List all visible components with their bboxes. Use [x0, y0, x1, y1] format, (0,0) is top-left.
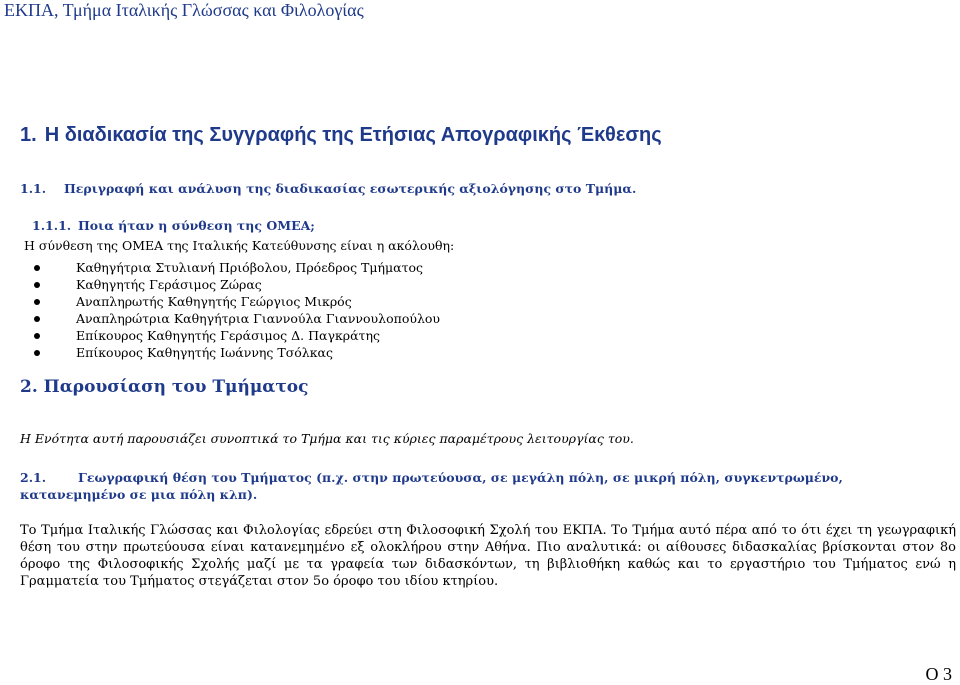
- section-1-1-1-title: Ποια ήταν η σύνθεση της ΟΜΕΑ;: [78, 218, 315, 233]
- section-1-title: Η διαδικασία της Συγγραφής της Ετήσιας Απογραφικής Έκθεσης: [44, 124, 662, 146]
- section-2-heading: [20, 377, 309, 397]
- section-2-1-body: Το Τμήμα Ιταλικής Γλώσσας και Φιλολογίας εδρεύει στη Φιλοσοφική Σχολή του ΕΚΠΑ. Το Τμήμα αυτό πέρα από το ότι έχει τη γεωγραφική θέση του στην πρωτεύουσα είναι κατανεμημένο εξ ολοκλήρου στην Αθήνα. Πιο αναλυτικά: οι αίθουσες διδασκαλίας βρίσκονται στον 8ο όροφο της Φιλοσοφικής Σχολής μαζί με τα γραφεία των διδασκόντων, τη βιβλιοθήκη καθώς και το εργαστήριο του Τμήματος ενώ η Γραμματεία του Τμήματος στεγάζεται στον 5ο όροφο του ιδίου κτηρίου.: [20, 523, 956, 589]
- section-1-1-title: Περιγραφή και ανάλυση της διαδικασίας εσωτερικής αξιολόγησης στο Τμήμα.: [64, 181, 637, 196]
- section-1-number: 1.: [20, 124, 37, 146]
- section-2-1-title: Γεωγραφική θέση του Τμήματος (π.χ. στην πρωτεύουσα, σε μεγάλη πόλη, σε μικρή πόλη, συγκεντρωμένο, κατανεμημένο σε μια πόλη κλπ).: [20, 470, 843, 502]
- member-name: Επίκουρος Καθηγητής Ιωάννης Τσόλκας: [76, 345, 333, 360]
- section-2-1-number: 2.1.: [20, 470, 47, 485]
- bullet-icon: [34, 282, 40, 288]
- list-item: [24, 293, 440, 310]
- bullet-icon: [34, 265, 40, 271]
- list-item: [24, 276, 440, 293]
- bullet-icon: [34, 299, 40, 305]
- section-2-number: 2.: [20, 377, 38, 397]
- section-2-1-heading: [20, 469, 950, 503]
- list-item: [24, 327, 440, 344]
- list-item: [24, 310, 440, 327]
- list-item: [24, 259, 440, 276]
- member-name: Επίκουρος Καθηγητής Γεράσιμος Δ. Παγκράτης: [76, 328, 380, 343]
- section-1-heading: [20, 124, 662, 147]
- bullet-icon: [34, 350, 40, 356]
- bullet-icon: [34, 333, 40, 339]
- section-1-1-1-heading: [32, 218, 315, 233]
- list-item: [24, 344, 440, 361]
- document-header-title: ΕΚΠΑ, Τμήμα Ιταλικής Γλώσσας και Φιλολογίας: [4, 0, 364, 20]
- section-1-1-number: 1.1.: [20, 181, 47, 196]
- section-2-title: Παρουσίαση του Τμήματος: [43, 377, 309, 397]
- member-name: Καθηγήτρια Στυλιανή Πριόβολου, Πρόεδρος Τμήματος: [76, 260, 424, 275]
- members-list: [24, 259, 440, 361]
- section-1-1-1-number: 1.1.1.: [32, 218, 72, 233]
- member-name: Αναπληρωτής Καθηγητής Γεώργιος Μικρός: [76, 294, 352, 309]
- page-number: Ο 3: [925, 664, 952, 684]
- member-name: Αναπληρώτρια Καθηγήτρια Γιαννούλα Γιαννουλοπούλου: [76, 311, 440, 326]
- bullet-icon: [34, 316, 40, 322]
- members-intro: Η σύνθεση της ΟΜΕΑ της Ιταλικής Κατεύθυνσης είναι η ακόλουθη:: [24, 238, 455, 253]
- section-1-1-heading: [20, 181, 636, 196]
- member-name: Καθηγητής Γεράσιμος Ζώρας: [76, 277, 262, 292]
- section-2-intro: Η Ενότητα αυτή παρουσιάζει συνοπτικά το Τμήμα και τις κύριες παραμέτρους λειτουργίας του.: [20, 431, 634, 446]
